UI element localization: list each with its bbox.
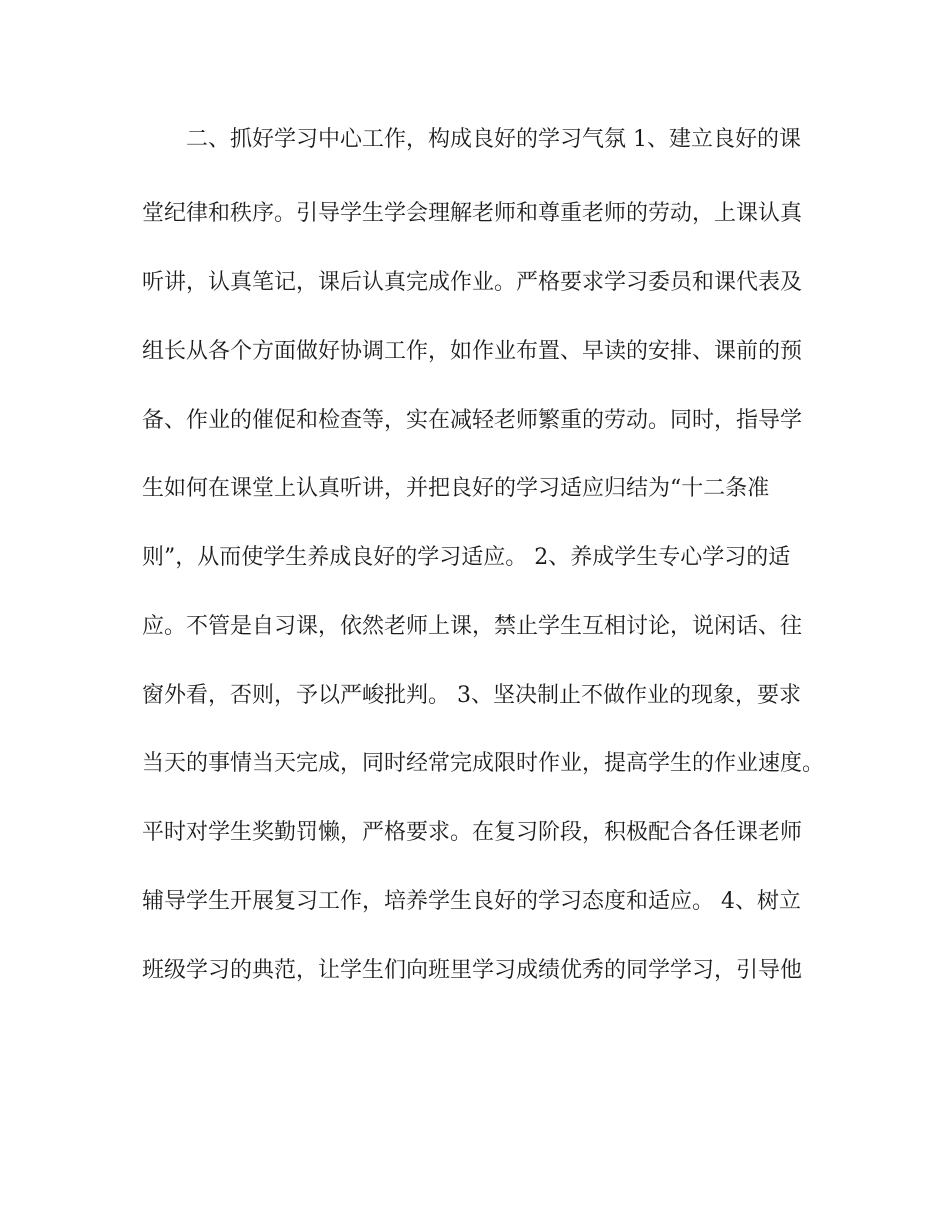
paragraph-line: 窗外看，否则，予以严峻批判。 3、坚决制止不做作业的现象，要求 (142, 683, 801, 708)
paragraph-line: 辅导学生开展复习工作，培养学生良好的学习态度和适应。 4、树立 (142, 889, 801, 914)
paragraph-line: 当天的事情当天完成，同时经常完成限时作业，提高学生的作业速度。 (142, 751, 825, 776)
paragraph-line: 班级学习的典范，让学生们向班里学习成绩优秀的同学学习，引导他 (142, 958, 803, 983)
paragraph-line: 听讲，认真笔记，课后认真完成作业。严格要求学习委员和课代表及 (142, 270, 803, 295)
paragraph-line: 应。不管是自习课，依然老师上课，禁止学生互相讨论，说闲话、往 (142, 614, 803, 639)
paragraph-line: 备、作业的催促和检查等，实在减轻老师繁重的劳动。同时，指导学 (142, 408, 803, 433)
paragraph-line: 生如何在课堂上认真听讲，并把良好的学习适应归结为“十二条准 (142, 476, 770, 501)
paragraph-line: 则”，从而使学生养成良好的学习适应。 2、养成学生专心学习的适 (142, 545, 791, 570)
paragraph-line: 二、抓好学习中心工作，构成良好的学习气氛 1、建立良好的课 (186, 127, 801, 152)
paragraph-line: 组长从各个方面做好协调工作，如作业布置、早读的安排、课前的预 (142, 339, 803, 364)
paragraph-line: 堂纪律和秩序。引导学生学会理解老师和尊重老师的劳动，上课认真 (142, 201, 803, 226)
paragraph-line: 平时对学生奖勤罚懒，严格要求。在复习阶段，积极配合各任课老师 (142, 820, 803, 845)
